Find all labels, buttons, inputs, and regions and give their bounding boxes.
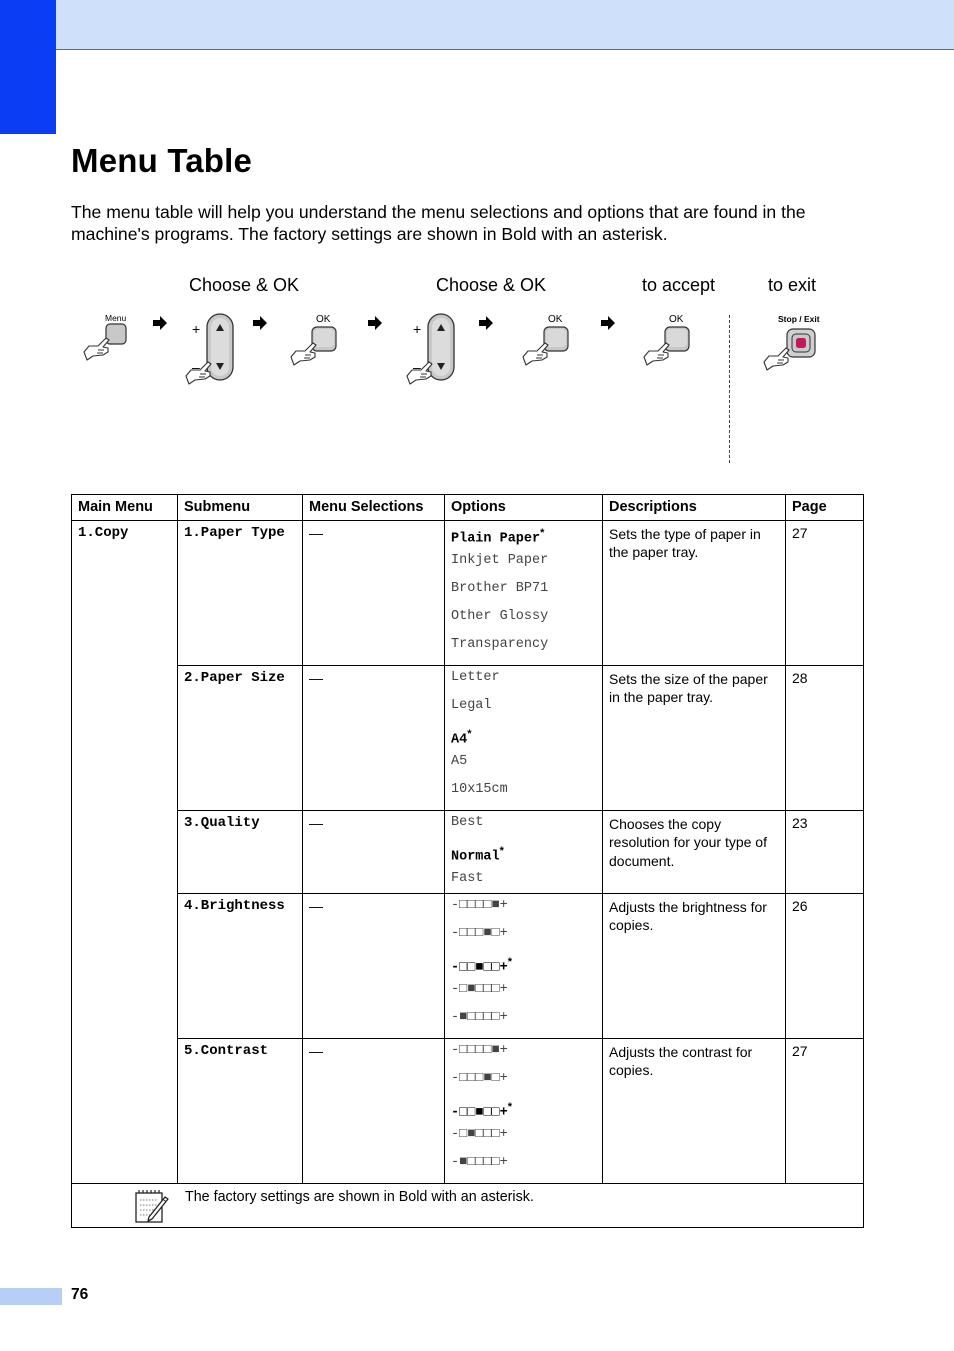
svg-text:+: + bbox=[192, 321, 201, 337]
menu-table bbox=[71, 494, 864, 1228]
table-row bbox=[72, 1039, 864, 1184]
option-item: Best bbox=[451, 815, 484, 830]
description-cell: Adjusts the brightness for copies. bbox=[603, 894, 786, 1039]
option-item: -■□□□□+ bbox=[451, 1010, 508, 1025]
stop-button-dot bbox=[796, 338, 806, 348]
menu-selection-cell: — bbox=[303, 521, 445, 666]
note-pencil-icon bbox=[134, 1190, 170, 1224]
page-cell: 26 bbox=[786, 894, 864, 1039]
column-header: Submenu bbox=[178, 495, 303, 521]
table-row bbox=[72, 894, 864, 1039]
table-row bbox=[72, 521, 864, 666]
footer-band bbox=[0, 1288, 62, 1305]
option-item: Letter bbox=[451, 670, 500, 685]
option-item: -■□□□□+ bbox=[451, 1155, 508, 1170]
submenu-cell: 2.Paper Size bbox=[178, 666, 303, 811]
submenu-cell: 1.Paper Type bbox=[178, 521, 303, 666]
menu-selection-cell: — bbox=[303, 894, 445, 1039]
divider-dashed-line bbox=[729, 315, 730, 463]
arrow-icon-3 bbox=[368, 316, 382, 330]
svg-text:OK: OK bbox=[316, 314, 331, 325]
svg-text:–: – bbox=[192, 359, 200, 375]
note-cell bbox=[72, 1184, 864, 1228]
main-menu-cell: 1.Copy bbox=[72, 521, 178, 1184]
arrow-icon-4 bbox=[479, 316, 493, 330]
note-text: The factory settings are shown in Bold with an asterisk. bbox=[185, 1189, 534, 1205]
column-header: Main Menu bbox=[72, 495, 178, 521]
table-row bbox=[72, 811, 864, 894]
step-label-3: to accept bbox=[642, 275, 716, 295]
svg-text:Menu: Menu bbox=[105, 313, 127, 323]
column-header: Descriptions bbox=[603, 495, 786, 521]
ok-key-icon-3 bbox=[644, 314, 689, 365]
option-item: -□□□■□+ bbox=[451, 926, 508, 941]
options-cell bbox=[445, 894, 603, 1039]
options-cell bbox=[445, 811, 603, 894]
menu-key-icon bbox=[84, 313, 127, 360]
option-item: A4* bbox=[451, 728, 472, 748]
option-item: Legal bbox=[451, 698, 492, 713]
submenu-cell: 5.Contrast bbox=[178, 1039, 303, 1184]
column-header: Page bbox=[786, 495, 864, 521]
option-item: Brother BP71 bbox=[451, 581, 549, 596]
svg-text:OK: OK bbox=[669, 314, 684, 325]
menu-selection-cell: — bbox=[303, 666, 445, 811]
option-item: Fast bbox=[451, 871, 484, 886]
option-item: -□■□□□+ bbox=[451, 982, 508, 997]
arrow-icon-2 bbox=[253, 316, 267, 330]
ok-key-icon-2 bbox=[523, 314, 568, 365]
page-number: 76 bbox=[71, 1286, 89, 1303]
page-cell: 23 bbox=[786, 811, 864, 894]
description-cell: Adjusts the contrast for copies. bbox=[603, 1039, 786, 1184]
options-cell bbox=[445, 521, 603, 666]
option-item: -□□■□□+* bbox=[451, 1101, 512, 1121]
option-item: Other Glossy bbox=[451, 609, 549, 624]
description-cell: Chooses the copy resolution for your type of document. bbox=[603, 811, 786, 894]
arrow-icon-5 bbox=[601, 316, 615, 330]
option-item: Plain Paper* bbox=[451, 527, 545, 547]
chapter-tab bbox=[0, 0, 56, 134]
key-sequence-diagram bbox=[70, 300, 850, 470]
page-cell: 28 bbox=[786, 666, 864, 811]
description-cell: Sets the type of paper in the paper tray. bbox=[603, 521, 786, 666]
option-item: 10x15cm bbox=[451, 782, 508, 797]
step-label-1: Choose & OK bbox=[189, 275, 300, 295]
options-cell bbox=[445, 666, 603, 811]
option-item: Transparency bbox=[451, 637, 549, 652]
ok-key-icon-1 bbox=[291, 314, 336, 365]
option-item: -□□□□■+ bbox=[451, 1043, 508, 1058]
option-item: Inkjet Paper bbox=[451, 553, 549, 568]
menu-selection-cell: — bbox=[303, 1039, 445, 1184]
step-label-4: to exit bbox=[768, 275, 817, 295]
stop-exit-key-icon bbox=[764, 314, 820, 370]
column-header: Options bbox=[445, 495, 603, 521]
page-cell: 27 bbox=[786, 1039, 864, 1184]
option-item: -□□□□■+ bbox=[451, 898, 508, 913]
intro-paragraph: The menu table will help you understand the menu selections and options that are found in the machine's programs. The factory settings are shown in Bold with an asterisk. bbox=[71, 202, 806, 244]
options-cell bbox=[445, 1039, 603, 1184]
column-header: Menu Selections bbox=[303, 495, 445, 521]
header-band bbox=[0, 0, 954, 50]
menu-selection-cell: — bbox=[303, 811, 445, 894]
arrow-icon-1 bbox=[153, 316, 167, 330]
up-down-rocker-icon-2 bbox=[407, 314, 454, 384]
svg-text:+: + bbox=[413, 321, 422, 337]
step-label-2: Choose & OK bbox=[436, 275, 547, 295]
svg-text:Stop / Exit: Stop / Exit bbox=[778, 314, 820, 324]
submenu-cell: 4.Brightness bbox=[178, 894, 303, 1039]
option-item: -□□■□□+* bbox=[451, 956, 512, 976]
option-item: -□■□□□+ bbox=[451, 1127, 508, 1142]
note-row bbox=[72, 1184, 864, 1228]
page-cell: 27 bbox=[786, 521, 864, 666]
table-row bbox=[72, 666, 864, 811]
svg-text:–: – bbox=[413, 359, 421, 375]
table-header-row bbox=[72, 495, 864, 521]
up-down-rocker-icon-1 bbox=[186, 314, 233, 384]
option-item: A5 bbox=[451, 754, 468, 769]
option-item: Normal* bbox=[451, 845, 504, 865]
option-item: -□□□■□+ bbox=[451, 1071, 508, 1086]
page-title: Menu Table bbox=[71, 142, 253, 179]
svg-text:OK: OK bbox=[548, 314, 563, 325]
submenu-cell: 3.Quality bbox=[178, 811, 303, 894]
description-cell: Sets the size of the paper in the paper tray. bbox=[603, 666, 786, 811]
